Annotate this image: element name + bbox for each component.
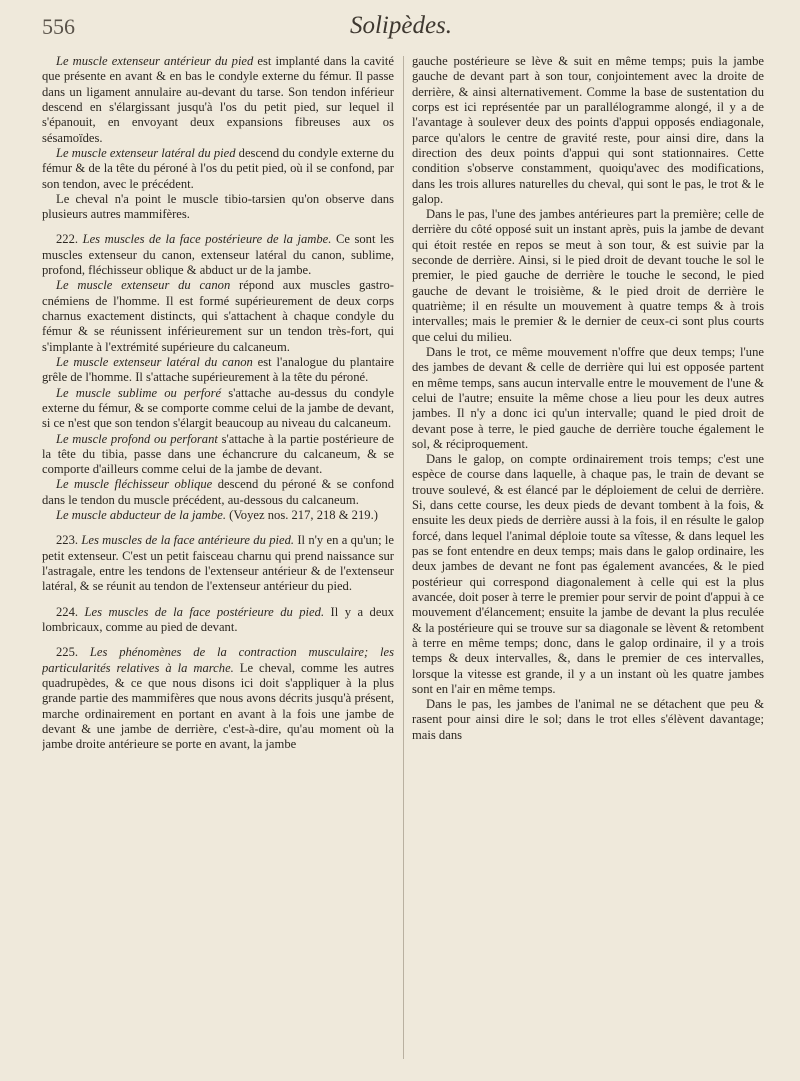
paragraph: Dans le trot, ce même mouvement n'offre que deux temps; l'une des jambes de devant & celle de derrière qui lui est opposée partent en même temps, sans aucun intervalle entre le mouvement de l'une & celui de l'autre; ensuite la même chose a lieu pour les deux autres jambes. Il n'y a donc ici qu'un intervalle; quand le pied droit de devant pose à terre, le pied gauche de derrière touche également le sol, & réciproquement. [412,344,764,451]
paragraph [42,278,394,355]
italic-heading: Le muscle extenseur du canon [56,278,231,293]
paragraph [42,533,394,594]
italic-heading: Le muscle sublime ou perforé [56,385,222,400]
section-number: 223. [56,533,82,548]
left-column [42,54,394,1061]
paragraph [42,605,394,636]
paragraph-text: descend du condyle externe du fémur & de la tête du péroné à l'os du petit pied, où il se confond, par son tendon, avec le précédent. [42,145,394,191]
paragraph [42,432,394,478]
paragraph-text: s'attache au-dessus du condyle externe du fémur, & se comporte comme celui de la jambe de devant, si ce n'est que son tendon s'élargit beaucoup au niveau du calcaneum. [42,385,394,431]
text-columns [42,54,764,1061]
italic-heading: Les muscles de la face antérieure du pied. [81,533,295,548]
paragraph [42,477,394,508]
paragraph: gauche postérieure se lève & suit en même temps; puis la jambe gauche de devant part à son tour, conjointement avec la droite de derrière, & ainsi alternativement. Comme la base de sustentation du corps est ici représentée par un parallélogramme alongé, il y a de l'avantage à soulever deux des points d'appui opposés endiagonale, parce qu'alors le centre de gravité reste, pour ainsi dire, dans la direction des deux points d'appui qui sont stationnaires. Cette condition s'observe constamment, quoiqu'avec des modifications, dans les trois allures naturelles du cheval, qui sont le pas, le trot & le galop. [412,54,764,206]
paragraph-text: Le cheval, comme les autres quadrupèdes, & ce que nous disons ici doit s'appliquer à la plus grande partie des mammifères que nous avons décrits jusqu'à présent, marche ordinairement en portant en avant à la fois une jambe de devant & une jambe de derrière, c'est-à-dire, qu'au moment où la jambe droite antérieure se porte en avant, la jambe [42,660,394,752]
italic-heading: Le muscle extenseur latéral du pied [56,145,236,160]
paragraph-text: (Voyez nos. 217, 218 & 219.) [225,508,378,523]
italic-heading: Le muscle profond ou perforant [56,431,218,446]
section-number: 224. [56,604,85,619]
paragraph: Dans le pas, l'une des jambes antérieures part la première; celle de derrière du côté opposé suit un instant après, puis la jambe de devant qui étoit restée en repos se meut à son tour, & est suivie par la seconde de derrière. Ainsi, si le pied droit de devant touche le sol le premier, le pied gauche de derrière le touche le second, le pied gauche de devant le troisième, & le pied droit de derrière le quatrième; il en résulte un mouvement à quatre temps & à trois intervalles; mais le premier & le dernier de ceux-ci sont plus courts que celui du milieu. [412,207,764,344]
right-column [412,54,764,1061]
section-number: 222. [56,232,83,247]
paragraph [42,232,394,278]
column-divider [403,56,404,1059]
paragraph-text: répond aux muscles gastro-cnémiens de l'homme. Il est formé supérieurement de deux corps charnus exactement distincts, qui s'attachent à chaque condyle du fémur & se réunissent inférieurement sur un tendon très-fort, qui s'implante à l'extrémité supérieure du calcaneum. [42,278,394,354]
paragraph-text: est implanté dans la cavité que présente en avant & en bas le condyle externe du fémur. Il passe dans un ligament annulaire au-devant du tarse. Son tendon inférieur descend en s'élargissant jusqu'à l'os du petit pied, sur lequel il s'épanouit, en envoyant deux expansions fibreuses aux os sésamoïdes. [42,54,394,145]
paragraph-text: s'attache à la partie postérieure de la tête du tibia, passe dans une échancrure du calcaneum, & se comporte d'ailleurs comme celui de la jambe de devant. [42,431,394,477]
paragraph [42,645,394,752]
paragraph: Dans le galop, on compte ordinairement trois temps; c'est une espèce de course dans laquelle, à chaque pas, le train de devant se trouve soulevé, & est élancé par le déploiement de celui de derrière. Si, dans cette course, les deux pieds de devant tombent à la fois, & ensuite les deux pieds de derrière aussi à la fois, il en résulte le galop forcé, dans lequel l'animal déploie toute sa vîtesse, & dans lequel les pas se font entendre en deux temps; mais dans le galop ordinaire, les deux jambes de devant ne font pas également avancées, & le pied postérieur qui correspond diagonalement à celle qui est la plus avancée, doit poser à terre le premier pour servir de point d'appui à ce mouvement d'élancement; ensuite la jambe de devant la plus reculée & la postérieure qui se trouve sur sa diagonale se lèvent & retombent à terre en même temps; donc, dans le galop ordinaire, il y a trois temps & deux intervalles, &, dans le premier de ces intervalles, lorsque la vitesse est grande, il y a un instant où les quatre jambes sont en l'air en même temps. [412,452,764,696]
paragraph [42,386,394,432]
running-title: Solipèdes. [349,12,453,39]
italic-heading: Les phénomènes de la contraction musculaire; les particularités relatives à la marche. [42,645,394,675]
paragraph [42,192,394,223]
italic-heading: Les muscles de la face postérieure de la jambe. [82,232,332,247]
italic-heading: Le muscle extenseur antérieur du pied [56,54,254,68]
paragraph [42,355,394,386]
italic-heading: Les muscles de la face postérieure du pied. [84,604,325,619]
paragraph-text: Le cheval n'a point le muscle tibio-tarsien qu'on observe dans plusieurs autres mammifères. [42,191,394,222]
paragraph: Dans le pas, les jambes de l'animal ne se détachent que peu & rasent pour ainsi dire le sol; dans le trot elles s'élèvent davantage; mais dans [412,697,764,742]
paragraph-text: Il n'y en a qu'un; le petit extenseur. C'est un petit faisceau charnu qui prend naissance sur l'astragale, entre les tendons de l'extenseur antérieur & de l'extenseur latéral, & se réunit au tendon de l'extenseur antérieur du pied. [42,533,394,594]
page-number: 556 [42,14,75,39]
section-number: 225. [56,645,90,660]
paragraph-text: Il y a deux lombricaux, comme au pied de devant. [42,604,394,634]
paragraph-text: Ce sont les muscles extenseur du canon, extenseur latéral du canon, sublime, profond, fléchisseur oblique & abduct ur de la jambe. [42,232,394,278]
italic-heading: Le muscle fléchisseur oblique [56,477,213,492]
page-header [42,10,760,44]
italic-heading: Le muscle abducteur de la jambe. [56,508,226,523]
paragraph-text: descend du péroné & se confond dans le tendon du muscle précédent, au-dessous du calcaneum. [42,477,394,507]
paragraph [42,508,394,523]
paragraph [42,54,394,146]
italic-heading: Le muscle extenseur latéral du canon [56,354,253,369]
paragraph [42,146,394,192]
paragraph-text: est l'analogue du plantaire grêle de l'homme. Il s'attache supérieurement à la tête du péroné. [42,354,394,385]
